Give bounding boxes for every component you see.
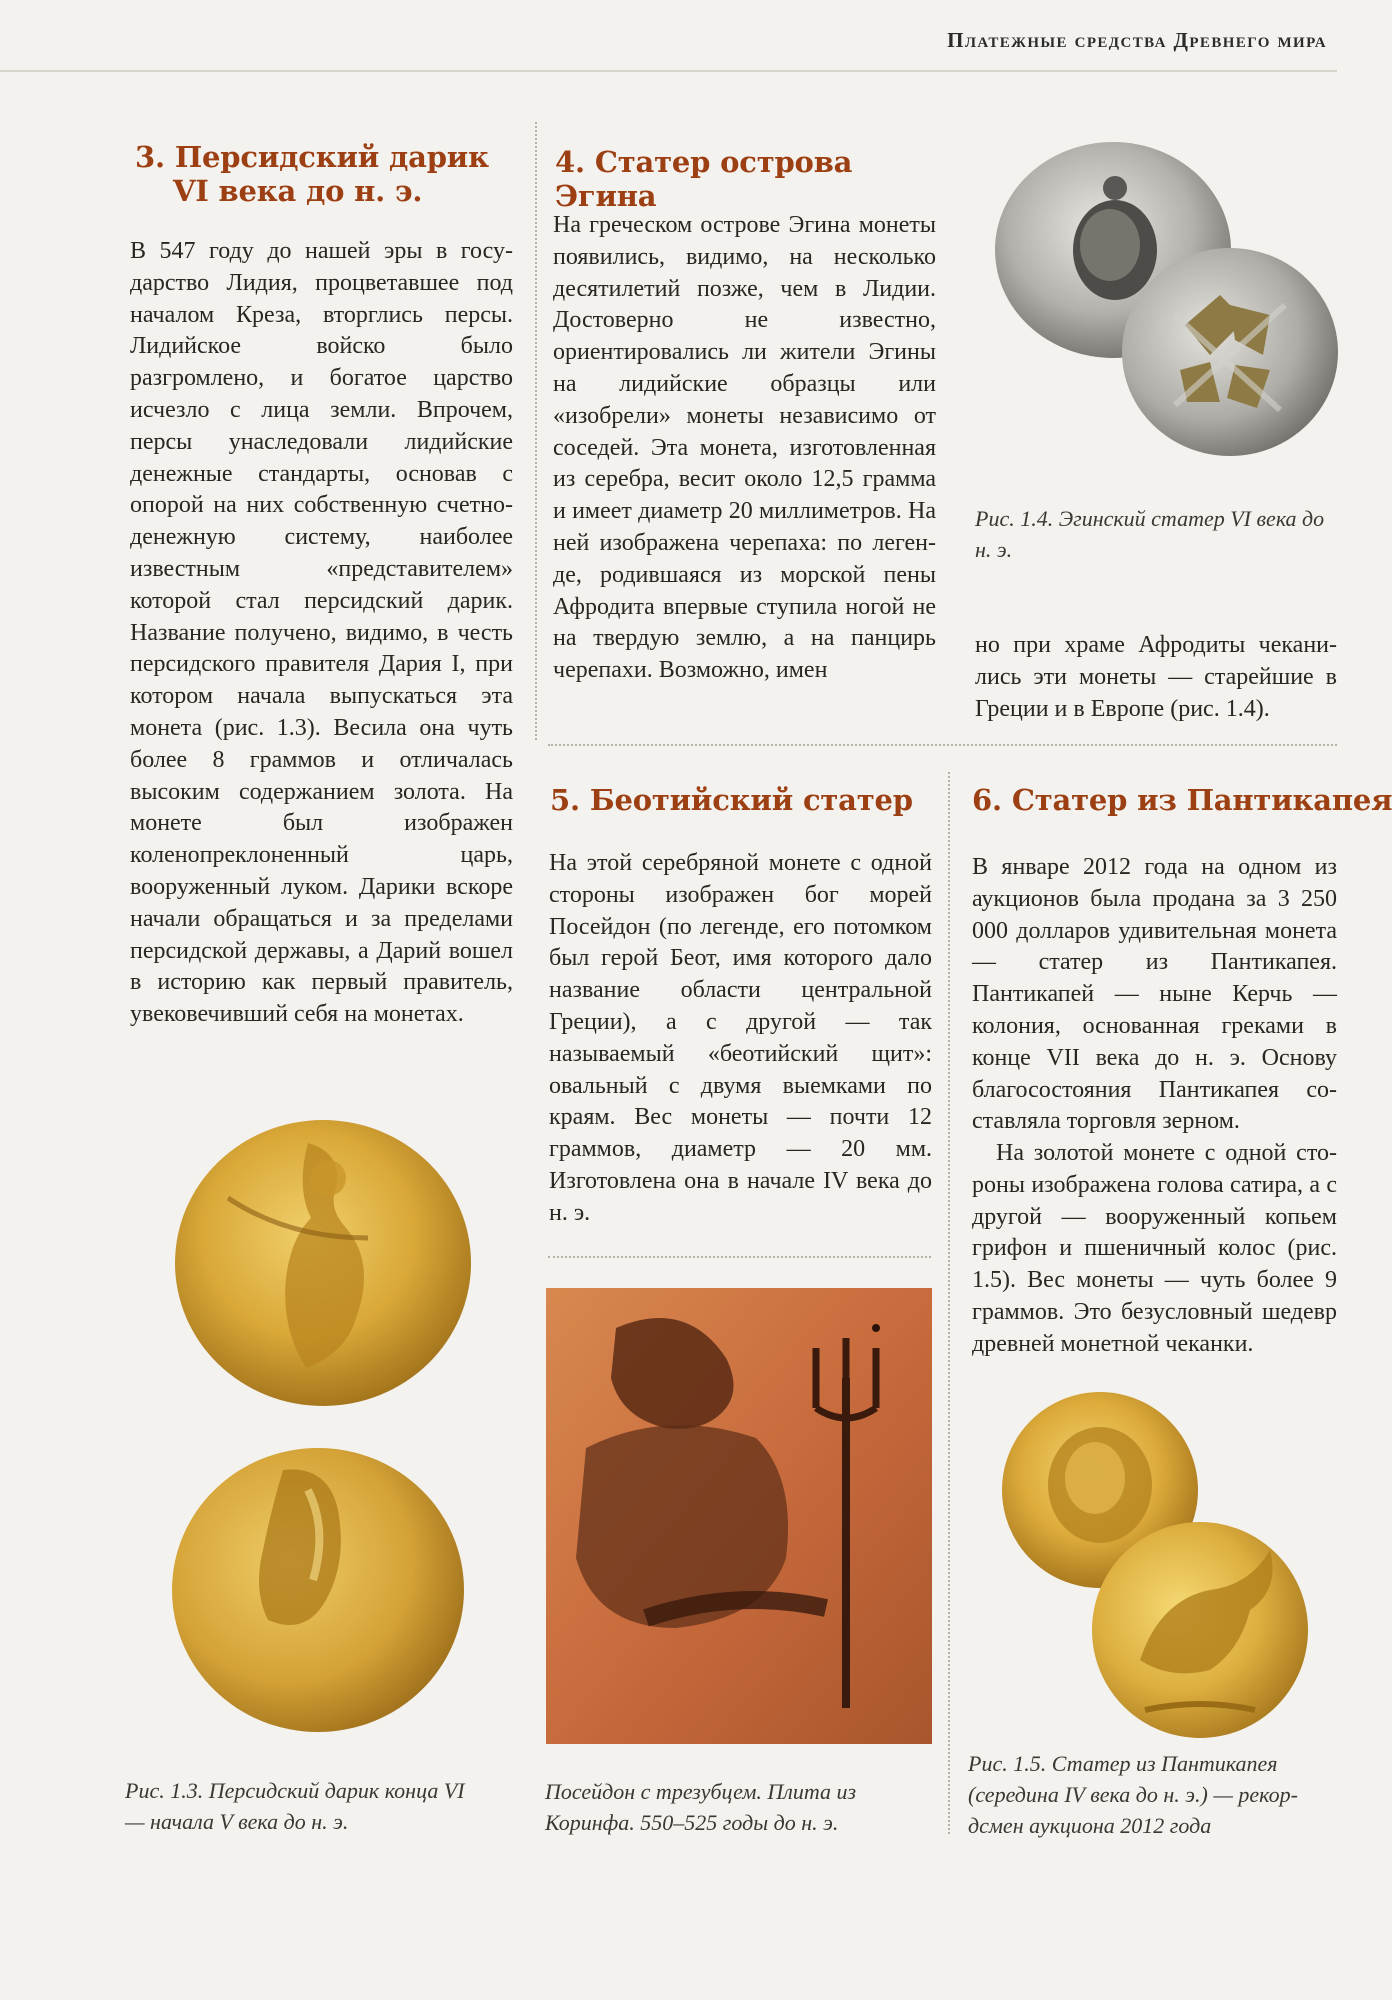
- section-6-title: Статер из Пантикапея: [1011, 783, 1392, 817]
- section-6-text-paragraph-2: На золотой монете с одной стороны изображена голова сатира, а с другой — вооруженный копьем грифон и пшеничный колос (рис. 1.5). Вес монеты — чуть более 9 граммов. Это безусловный шедевр древней монетной чеканки.: [972, 1140, 1337, 1357]
- poseidon-plaque-image: [546, 1288, 932, 1744]
- section-4-text: На греческом острове Эгина монеты появились, видимо, на несколько десятилетий позже, чем в Лидии. Достоверно не известно, ориентировались ли жители Эгины на лидийские образцы или «изобрели» монеты независимо от соседей. Эта монета, изготовленная из серебра, весит около 12,5 грамма и имеет диаметр 20 миллиметров. На ней изображена черепаха: по легенде, родившаяся из морской пены Афродита впервые ступила ногой не на твердую землю, а на панцирь черепахи. Возможно, имен: [553, 212, 936, 684]
- daric-obverse-coin-image: [168, 1108, 478, 1418]
- section-6-text-paragraph-1: В январе 2012 года на одном из аукционов была продана за 3 250 000 долларов удивительная монета — статер из Пантикапея. Пантикапей — ныне Керчь — колония, основанная греками в конце VII века до н. э. Основу благосостояния Пантикапея составляла торговля зерном.: [972, 854, 1337, 1135]
- section-4-heading: [555, 145, 955, 213]
- section-5-title: Беотийский статер: [589, 783, 913, 817]
- daric-reverse-coin-image: [168, 1440, 468, 1740]
- section-3-title-line1: Персидский дарик: [174, 140, 489, 174]
- section-3-heading: [135, 140, 535, 208]
- section-5-heading: [550, 783, 940, 817]
- figure-1-3-caption: Рис. 1.3. Персидский дарик конца VI — начала V века до н. э.: [125, 1778, 465, 1834]
- section-4-title: Статер острова Эгина: [555, 145, 853, 213]
- section-3-title-line2: VI века до н. э.: [173, 174, 423, 208]
- header-rule: [0, 70, 1337, 72]
- section-5-number: 5.: [550, 783, 580, 817]
- section-6-number: 6.: [972, 783, 1002, 817]
- aegina-stater-coin-image: [995, 140, 1337, 460]
- figure-1-4-caption: Рис. 1.4. Эгинский статер VI века до н. э.: [975, 506, 1325, 562]
- section-4-text-continued: но при храме Афродиты чеканились эти монеты — старейшие в Греции и в Европе (рис. 1.4).: [975, 632, 1337, 722]
- section-3-text: В 547 году до нашей эры в государство Лидия, процветавшее под началом Креза, вторглись персы. Лидийское войско было разгромлено, и богатое царство исчезло с лица земли. Впрочем, персы унаследовали лидийские денежные стандарты, основав с опорой на них собственную счетно-денежную систему, наиболее известным «представителем» которой стал персидский дарик. Название получено, видимо, в честь персидского правителя Дария I, при котором начала выпускаться эта монета (рис. 1.3). Весила она чуть более 8 граммов и отличалась высоким содержанием золота. На монете был изображен коленопреклоненный царь, вооруженный луком. Дарики вскоре начали обращаться и за пределами персидской державы, а Дарий вошел в историю как первый правитель, увековечивший себя на монетах.: [130, 238, 513, 1028]
- section-5-text: На этой серебряной монете с одной стороны изображен бог морей Посейдон (по легенде, его потомком был герой Беот, имя которого дало название области центральной Греции), а с другой — так называемый «беотийский щит»: овальный с двумя выемками по краям. Вес монеты — почти 12 граммов, диаметр — 20 мм. Изготовлена она в начале IV века до н. э.: [549, 850, 932, 1226]
- column-divider-top: [535, 122, 537, 740]
- section-6-heading: [972, 783, 1392, 817]
- column-divider-bottom: [948, 772, 950, 1834]
- section-4-number: 4.: [555, 145, 585, 179]
- section-3-number: 3.: [135, 140, 165, 174]
- figure-1-5-caption: Рис. 1.5. Статер из Пантикапея (середина IV века до н. э.) — рекордсмен аукциона 2012 года: [968, 1751, 1298, 1838]
- panticapaeum-stater-coin-image: [1000, 1390, 1337, 1745]
- poseidon-caption: Посейдон с трезубцем. Плита из Коринфа. 550–525 годы до н. э.: [545, 1779, 857, 1835]
- figure-divider: [548, 1256, 931, 1258]
- running-head: Платежные средства Древнего мира: [947, 28, 1327, 52]
- section-divider: [548, 744, 1337, 746]
